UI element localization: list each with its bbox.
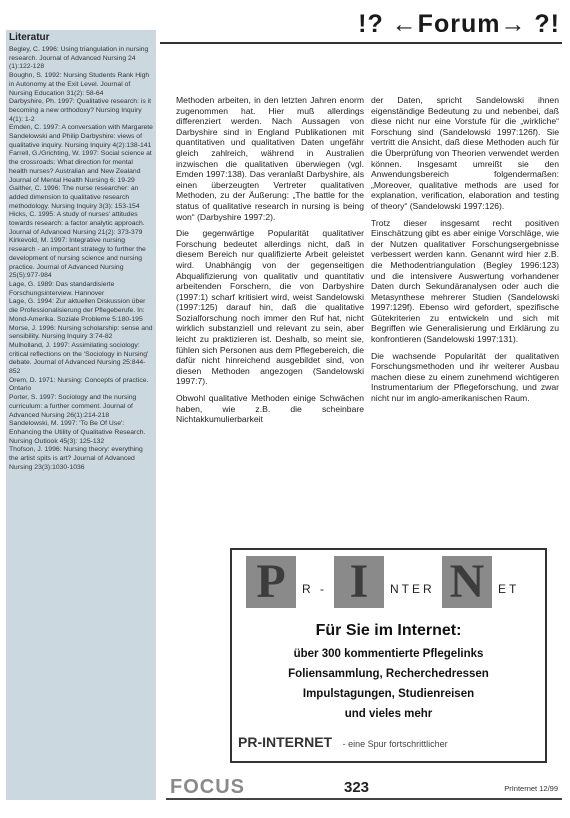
reference-item: Thofson, J. 1996: Nursing theory: everything the artist spits is art? Journal of Advanced Nursing 23(3):1030-1036 (9, 446, 143, 471)
ad-slogan: - eine Spur fortschrittlicher (342, 739, 448, 749)
paragraph: Methoden arbeiten, in den letzten Jahren enorm zugenommen hat. Hier muß allerdings differenziert werden. Nach Aussagen von Darbyshire sind in England Publikationen mit quantitativen und qualitativen Daten ungefähr gleich zahlreich, während in Australien inzwischen die qualitativen überwiegen (vgl. Emden 1997:138). Das veranlaßt Darbyshire, als einen überzeugten Vertreter qualitativen Methoden, zu der Äußerung: „The battle for the status of qualitative research in nursing is being won“ (Darbyshire 1997:2). (176, 95, 364, 222)
logo-letter-p: P (246, 556, 296, 608)
reference-item: Gaither, C. 1996: The nurse researcher: an added dimension to qualitative research methodology. Nursing Inquiry 3(3): 153-154 (9, 185, 140, 210)
logo-letter-n: N (442, 556, 492, 608)
reference-item: Porter, S. 1997: Sociology and the nursing curriculum: a further comment. Journal of Advanced Nursing 26(1):214-218 (9, 394, 137, 419)
literature-sidebar (6, 30, 156, 800)
header-rule (160, 42, 562, 44)
reference-item: Boughn, S. 1992: Nursing Students Rank High in Autonomy at the Exit Level. Journal of Nursing Education 31(2): 58-64 (9, 72, 150, 97)
ad-footer (238, 734, 539, 756)
page-header (160, 6, 562, 44)
reference-item: Mulholland, J. 1997: Assimilating sociology: critical reflections on the 'Sociology in Nursing' debate. Journal of Advanced Nursing 25:844-852 (9, 341, 149, 376)
ad-line: Foliensammlung, Recherchedressen (288, 668, 489, 680)
reference-item: Begley, C. 1996: Using triangulation in nursing research. Journal of Advanced Nursing 24 (1):122-128 (9, 46, 149, 71)
body-column-1 (176, 95, 364, 431)
reference-item: Orem, D. 1971: Nursing: Concepts of practice. Ontario (9, 376, 149, 393)
printernet-logo (246, 556, 536, 614)
logo-text-nter: NTER (390, 582, 435, 596)
paragraph: Die gegenwärtige Popularität qualitativer Forschung bedeutet allerdings nicht, daß in diesem Bereich nur qualifizierte Arbeit geleistet wird. Unabhängig von der gegenseitigen Abqualifizierung von qualitativ und quantitativ arbeitenden Forschern, die von Darbyshire (1997:1) scharf kritisiert wird, weist Sandelowski (1997:125) darauf hin, daß die qualitative Sozialforschung noch immer den Ruf hat, nicht wirklich substanziell und relevant zu sein, aber leicht zu praktizieren ist. Deshalb, so meint sie, fühlen sich Personen aus dem Pflegebereich, die dafür nicht hinreichend ausgebildet sind, von diesen Methoden angezogen (Sandelowski 1997:7). (176, 228, 364, 387)
ad-tagline: Für Sie im Internet: (315, 622, 462, 639)
reference-item: Hicks, C. 1995: A study of nurses' attitudes towards research: a factor analytic approach. Journal of Advanced Nursing 21(2): 373-379 (9, 211, 145, 236)
footer-section-name: FOCUS (170, 776, 245, 798)
literature-title: Literatur (9, 32, 50, 43)
reference-item: Lage, G. 1994: Zur aktuellen Diskussion über die Professionalisierung der Pflegeberufe. In: Mond-Amerika. Soziale Probleme 5:180-195 (9, 298, 146, 323)
logo-text-et: ET (498, 582, 520, 596)
reference-item: Kirkevold, M. 1997: Integrative nursing research - an important strategy to further the development of nursing science and nursing practice. Journal of Advanced Nursing 25(5):977-984 (9, 237, 146, 280)
reference-item: Morse, J. 1996: Nursing scholarship: sense and sensibility. Nursing Inquiry 3:74-82 (9, 324, 153, 341)
logo-letter-i: I (334, 556, 384, 608)
printernet-advertisement (230, 548, 547, 763)
reference-list (6, 46, 156, 472)
paragraph: der Daten, spricht Sandelowski ihnen eigenständige Bedeutung zu und nebenbei, daß diese nicht nur eine Vorstufe für die „wirkliche“ Forschung sind (Sandelowski 1997:126f). Sie vertritt die Ansicht, daß diese Methoden auch für die Überprüfung von Theorien verwendet werden können. Insgesamt umreißt sie den Anwendungsbereich folgendermaßen: „Moreover, qualitative methods are used for explanation, verification, elaboration and testing of theory“ (Sandelowski 1997:126). (371, 95, 559, 211)
reference-item: Lage, G. 1989: Das standardisierte Forschungsinterview. Hannover (9, 280, 115, 297)
ad-brand: PR-INTERNET (238, 734, 333, 750)
ad-line: und vieles mehr (344, 708, 433, 720)
reference-item: Sandelowski, M. 1997: 'To Be Of Use': Enhancing the Utility of Qualitative Research. Nursing Outlook 45(3): 125-132 (9, 420, 146, 445)
page-footer (160, 774, 562, 804)
forum-header-title: !? ←Forum→ ?! (358, 10, 560, 38)
page-number: 323 (344, 779, 370, 796)
reference-item: Emden, C. 1997: A conversation with Margarete Sandelowski and Philip Darbyshire: views of qualitative inquiry. Nursing Inquiry 4(2):138-141 (9, 124, 153, 149)
footer-issue: PrInternet 12/99 (504, 784, 558, 793)
paragraph: Trotz dieser insgesamt recht positiven Einschätzung gibt es aber einige Vorschläge, wie der Nutzen qualitativer Forschungsergebnisse verbessert werden kann. Genannt wird hier z.B. die Methodentriangulation (Begley 1996:123) und die intensivere Auswertung vorhandener Daten durch Sekundäranalysen oder auch die Metasynthese mehrerer Studien (Sandelowski 1997:129f). Ebenso wird gefordert, spezifische Gütekriterien zu entwickeln und sich mit Begriffen wie Generalisierung und Erklärung zu konfrontieren (Sandelowski 1997:131). (371, 217, 559, 345)
ad-line: über 300 kommentierte Pflegelinks (293, 648, 484, 660)
logo-text-r: R - (302, 582, 327, 596)
body-column-2 (371, 95, 559, 410)
footer-rule (166, 798, 562, 800)
paragraph: Die wachsende Popularität der qualitativen Forschungsmethoden und ihr weiterer Ausbau machen diese zu einem zunehmend wichtigeren Instrumentarium der Pflegeforschung, und zwar nicht nur im anglo-amerikanischen Raum. (371, 350, 559, 404)
reference-item: Farrell, G./Grichting, W. 1997: Social science at the crossroads: What direction for mental health nurses? Australian and New Zealand Journal of Mental Health Nursing 6: 19-29 (9, 150, 152, 184)
ad-line: Impulstagungen, Studienreisen (302, 688, 475, 700)
paragraph: Obwohl qualitative Methoden einige Schwächen haben, wie z.B. die scheinbare Nichtakkumulierbarkeit (176, 393, 364, 425)
reference-item: Darbyshire, Ph. 1997: Qualitative research: is it becoming a new orthodoxy? Nursing Inquiry 4(1): 1-2 (9, 98, 152, 123)
